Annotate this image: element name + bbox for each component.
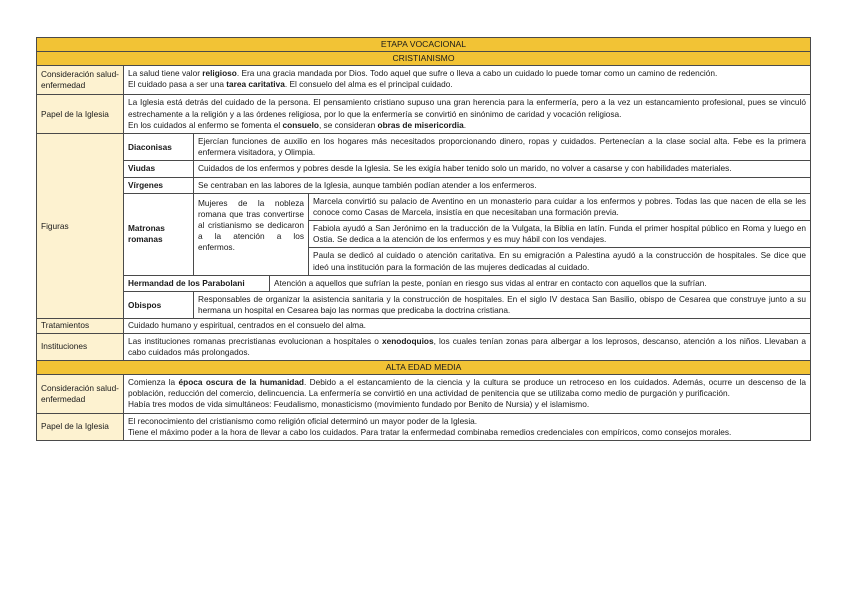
label-papel-iglesia: Papel de la Iglesia xyxy=(37,95,124,133)
figura-obispos: Obispos Responsables de organizar la asistencia sanitaria y la construcción de hospitales. En el siglo IV destaca San Basilio, obispo de Cesarea que construye junto a su hermana un hospital en Cesarea bajo las normas que predicaba la doctrina cristiana. xyxy=(124,292,810,318)
document-table xyxy=(36,37,811,441)
alta-edad-header: ALTA EDAD MEDIA xyxy=(36,360,811,375)
figuras-list xyxy=(124,134,810,318)
row-aem-consideracion xyxy=(36,374,811,414)
row-papel-iglesia xyxy=(36,94,811,134)
figura-diaconisas: Diaconisas Ejercían funciones de auxilio en los hogares más necesitados proporcionando dinero, ropas y cuidados. Pertenecían a la clase social alta. Febe es la primera enfermera visitadora, y Olimpia. xyxy=(124,134,810,161)
content-papel-iglesia: La Iglesia está detrás del cuidado de la persona. El pensamiento cristiano supuso una gran herencia para la enfermería, pero a la vez un estancamiento profesional, pues se vinculó estrechamente a la religión y a las órdenes religiosa, por lo que la enfermería se convirtió en sinónimo de caridad y vocación religiosa. En los cuidados al enfermo se fomenta el consuelo, se consideran obras de misericordia. xyxy=(128,97,806,130)
matrona-marcela: Marcela convirtió su palacio de Aventino en un monasterio para cuidar a los enfermos y pobres. Todas las que nacen de ella se les conoce como Casas de Marcela, insistía en que necesitaban una formación previa. xyxy=(309,194,810,221)
matrona-paula: Paula se dedicó al cuidado o atención caritativa. En su emigración a Palestina ayudó a la construcción de hospitales. Se dice que ideó una institución para la formación de las mujeres dedicadas al cuidado. xyxy=(313,250,806,272)
figura-viudas: Viudas Cuidados de los enfermos y pobres desde la Iglesia. Se les exigía haber tenido solo un marido, no volver a casarse y con habilidades materiales. xyxy=(124,161,810,177)
label-aem-consideracion: Consideración salud-enfermedad xyxy=(37,375,124,413)
content-aem-consideracion: Comienza la época oscura de la humanidad. Debido a el estancamiento de la ciencia y la cultura se produce un retroceso en los cuidados. Además, ocurre un descenso de la población, reducción del comercio, delincuencia. La enfermería se convirtió en una actividad de penitencia que se utilizaba como medio de purgación y purificación. Había tres modos de vida simultáneos: Feudalismo, monasticismo (movimiento fundado por Benito de Nursia) y el islamismo. xyxy=(128,376,806,410)
content-instituciones: Las instituciones romanas precristianas evolucionan a hospitales o xenodoquios, los cuales tenían zonas para albergar a los leprosos, descanso, atención a los niños. Llevaban a cabo cuidados más prolongados. xyxy=(128,335,806,357)
row-instituciones xyxy=(36,333,811,361)
content-tratamientos: Cuidado humano y espiritual, centrados en el consuelo del alma. xyxy=(128,320,366,331)
label-instituciones: Instituciones xyxy=(37,334,124,360)
label-aem-papel: Papel de la Iglesia xyxy=(37,414,124,440)
row-figuras xyxy=(36,133,811,319)
row-tratamientos xyxy=(36,318,811,333)
cristianismo-header: CRISTIANISMO xyxy=(36,51,811,66)
label-tratamientos: Tratamientos xyxy=(37,319,124,332)
etapa-header: ETAPA VOCACIONAL xyxy=(36,37,811,52)
figura-virgenes: Vírgenes Se centraban en las labores de la Iglesia, aunque también podían atender a los enfermeros. xyxy=(124,178,810,194)
label-consideracion: Consideración salud-enfermedad xyxy=(37,66,124,94)
label-figuras: Figuras xyxy=(37,134,124,318)
content-aem-papel: El reconocimiento del cristianismo como religión oficial determinó un mayor poder de la Iglesia. Tiene el máximo poder a la hora de llevar a cabo los cuidados. Para tratar la enfermedad combinaba remedios credenciales con empíricos, como consejos morales. xyxy=(128,415,732,437)
row-aem-papel xyxy=(36,413,811,441)
figura-matronas: Matronas romanas Mujeres de la nobleza romana que tras convertirse al cristianismo se dedicaron a la atención a los enfermos. Marcela convirtió su palacio de Aventino en un monasterio para cuidar a los enfermos y pobres. Todas las que nacen de ella se les conoce como Casas de Marcela, insistía en que necesitaban una formación previa. Fabiola ayudó a San Jerónimo en la traducción de la Vulgata, la Biblia en latín. Funda el primer hospital público en Roma y luego en Ostia. Se dedica a la atención de los enfermos y es muy hábil con los vendajes. Paula se dedicó al cuidado o atención caritativa. En su emigración a Palestina ayudó a la construcción de hospitales. Se dice que ideó una institución para la formación de las mujeres dedicadas al cuidado. xyxy=(124,194,810,276)
content-consideracion: La salud tiene valor religioso. Era una gracia mandada por Dios. Todo aquel que sufre o lleva a cabo un cuidado lo puede tomar como un camino de redención. El cuidado pasa a ser una tarea caritativa. El consuelo del alma es el principal cuidado. xyxy=(128,68,718,90)
matrona-fabiola: Fabiola ayudó a San Jerónimo en la traducción de la Vulgata, la Biblia en latín. Funda el primer hospital público en Roma y luego en Ostia. Se dedica a la atención de los enfermos y es muy hábil con los vendajes. xyxy=(309,221,810,248)
figura-parabolani: Hermandad de los Parabolani Atención a aquellos que sufrían la peste, ponían en riesgo sus vidas al entrar en contacto con aquellos que la sufrían. xyxy=(124,276,810,292)
row-consideracion xyxy=(36,65,811,95)
